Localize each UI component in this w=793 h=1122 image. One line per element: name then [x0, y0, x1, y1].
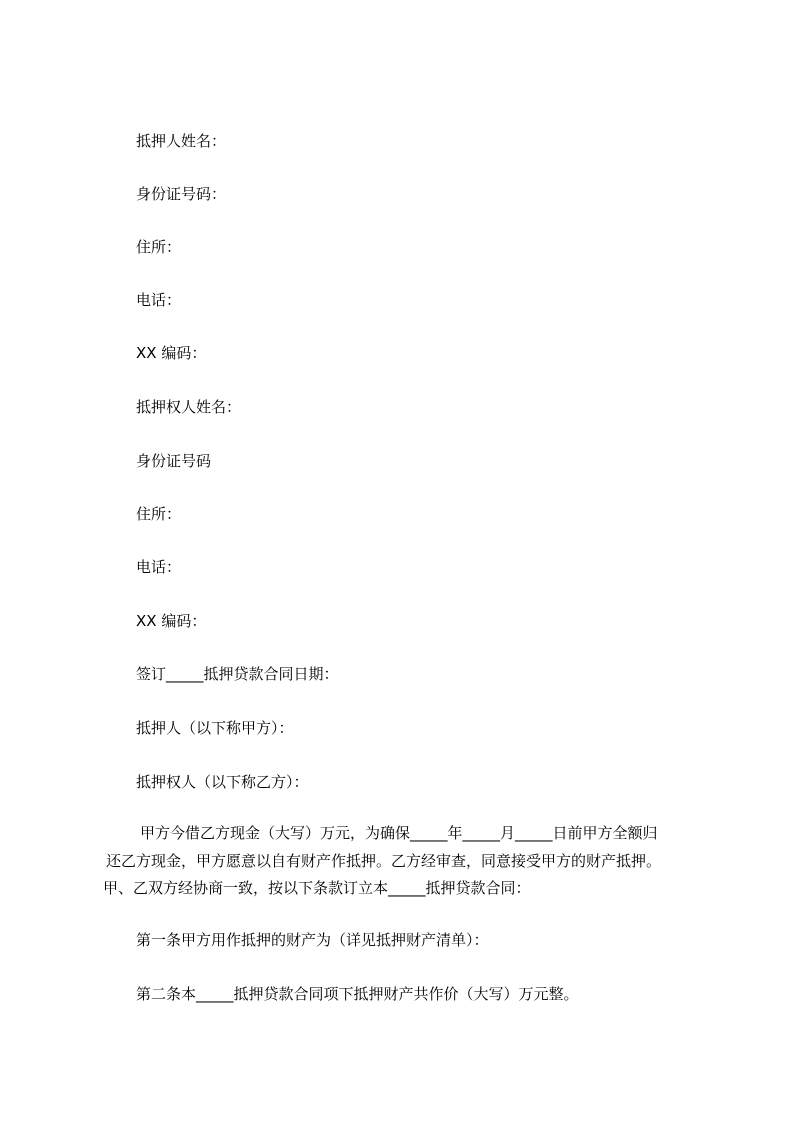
- loan-terms-paragraph: [103, 823, 703, 897]
- paragraph-line: 甲方今借乙方现金（大写）万元，为确保_____年_____月_____日前甲方全额归: [140, 824, 658, 842]
- article-2: 第二条本_____抵押贷款合同项下抵押财产共作价（大写）万元整。: [136, 985, 579, 1003]
- party-b-label: 抵押权人（以下称乙方）：: [136, 773, 309, 791]
- article-1: 第一条甲方用作抵押的财产为（详见抵押财产清单）：: [136, 931, 489, 949]
- mortgagor-name-label: 抵押人姓名：: [136, 132, 227, 150]
- mortgagor-address-label: 住所：: [136, 238, 182, 256]
- contract-sign-date-label: 签订_____抵押贷款合同日期：: [136, 665, 339, 683]
- mortgagee-name-label: 抵押权人姓名：: [136, 398, 242, 416]
- mortgagee-postcode-label: XX 编码：: [136, 612, 207, 630]
- mortgagor-id-number-label: 身份证号码：: [136, 185, 227, 203]
- mortgagee-address-label: 住所：: [136, 505, 182, 523]
- mortgagor-phone-label: 电话：: [136, 291, 182, 309]
- mortgagee-phone-label: 电话：: [136, 558, 182, 576]
- party-a-label: 抵押人（以下称甲方）：: [136, 719, 294, 737]
- paragraph-line: 还乙方现金，甲方愿意以自有财产作抵押。乙方经审查，同意接受甲方的财产抵押。: [106, 852, 662, 870]
- mortgagor-postcode-label: XX 编码：: [136, 344, 207, 362]
- paragraph-line: 甲、乙双方经协商一致，按以下条款订立本_____抵押贷款合同：: [103, 879, 531, 897]
- mortgagee-id-number-label: 身份证号码: [136, 452, 212, 470]
